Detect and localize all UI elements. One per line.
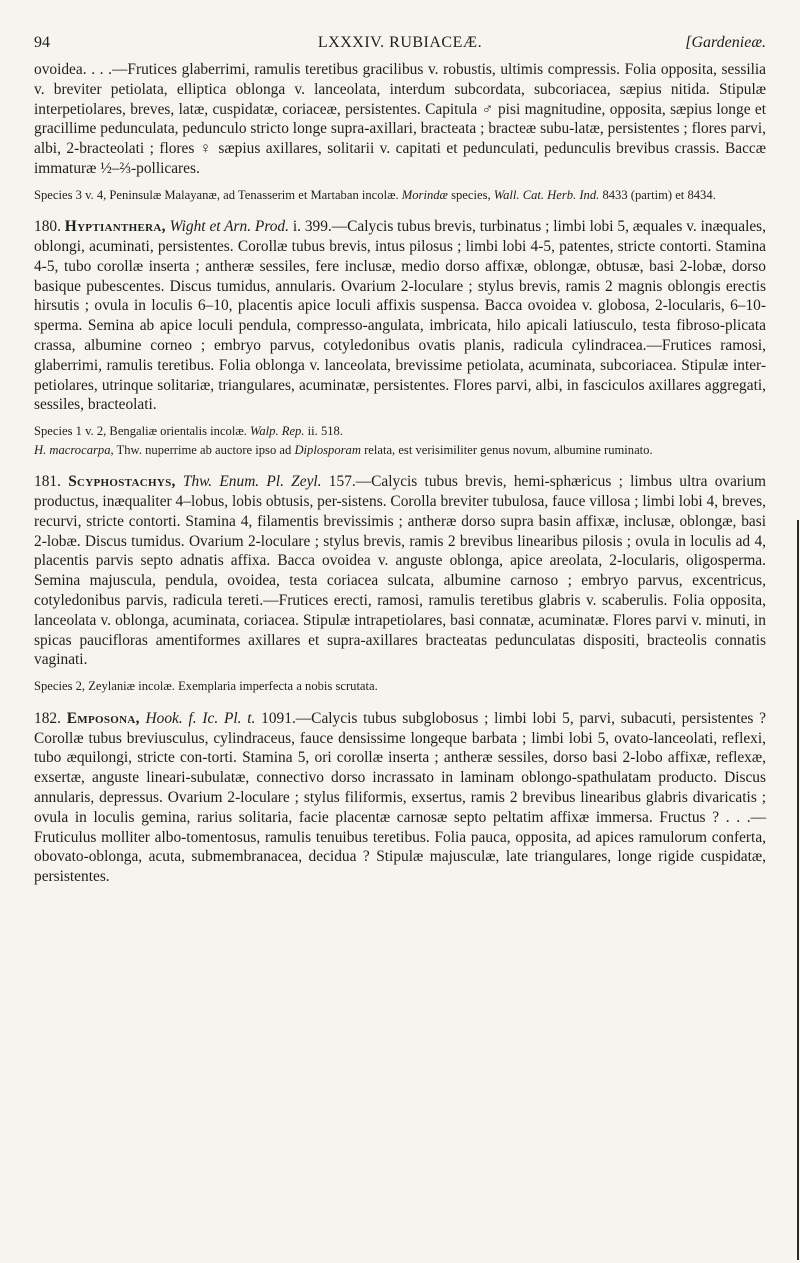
genus-182-description [34,709,766,887]
running-title: LXXXIV. RUBIACEÆ. [317,34,483,51]
note-text: Species 3 v. 4, Peninsulæ Malayanæ, ad Tenasserim et Martaban incolæ. [34,187,402,202]
genus-authority: Wight et Arn. Prod. [165,218,289,236]
intro-paragraph: ovoidea. . . .—Frutices glaberrimi, ramulis teretibus gracilibus v. robustis, ultimis compressis. Folia opposita, sessilia v. breviter petiolata, elliptica oblonga v. lanceolata, interdum subcordata, subcoriacea, sæpius nitida. Stipulæ interpetiolares, breves, latæ, cuspidatæ, coriaceæ, persistentes. Capitula ♂ pisi magnitudine, opposita, sæpius longe et gracillime pedunculata, pedunculo stricto longe supra-axillari, bracteata ; bracteæ subu-latæ, persistentes ; flores parvi, albi, 2-bracteolati ; flores ♀ sæpius axillares, solitarii v. capitati et pedunculati, pedunculis brevibus crassis. Baccæ immaturæ ½–⅔-pollicares. [34,61,766,177]
note-italic: Morindæ [401,187,448,202]
note-text: Thw. nuperrime ab auctore ipso ad [113,442,295,457]
note-text: 8433 (partim) et 8434. [599,187,716,202]
book-page [34,34,766,887]
genus-181-description [34,472,766,670]
genus-name: Scyphostachys, [68,473,176,491]
genus-text: i. 399.—Calycis tubus brevis, turbinatus ; limbi lobi 5, æquales v. inæquales, oblongi, acuminati, persistentes. Corollæ tubus brevis, intus pilosus ; limbi lobi 4-5, patentes, stricte contorti. Stamina 4-5, tubo corollæ inserta ; antheræ sessiles, fere inclusæ, medio dorso affixæ, oblongæ, obtusæ, basi 2-lobæ, dorso basique pubescentes. Discus tumidus, annularis. Ovarium 2-loculare ; stylus brevis, ramis 2 magnis oblongis erectis hirsutis ; ovula in loculis 6–10, placentis apice loculi affixis suspensa. Bacca ovoidea v. globosa, 2-locularis, 6–10-sperma. Semina ab apice loculi pendula, compresso-angulata, imbricata, hilo apicali latiusculo, testa fibroso-plicata crassa, albumine corneo ; embryo parvus, cotyledonibus ovatis planis, radicula cylindracea.—Frutices ramosi, glaberrimi, ramulis teretibus. Folia oblonga v. lanceolata, brevissime petiolata, acuminata, subcoriacea. Stipulæ inter-petiolares, utrinque solitariæ, triangulares, acuminatæ, persistentes. Flores parvi, albi, in fasciculos axillares aggregati, sessiles, bracteolati. [34,218,767,414]
genus-text: 1091.—Calycis tubus subglobosus ; limbi lobi 5, parvi, subacuti, persistentes ? Corollæ tubus breviusculus, cylindraceus, fauce densissime longeque barbata ; limbi lobi 5, ovato-lanceolati, reflexi, tubo æquilongi, stricte con-torti. Stamina 5, ori corollæ inserta ; antheræ sessiles, dorso basi 2-lobo affixæ, reflexæ, exsertæ, anguste lineari-subulatæ, connectivo dorso incrassato in laminam oblongo-spathulatam producto. Discus annularis, depressus. Ovarium 2-loculare ; stylus filiformis, exsertus, ramis 2 brevibus linearibus glabris divaricatis ; ovula in loculis gemina, rarius solitaria, facie placentæ carnosæ septo peltatim affixæ immersa. Fructus ? . . .—Fruticulus molliter albo-tomentosus, ramulis tenuibus teretibus. Folia pauca, opposita, ad apices ramulorum conferta, obovato-oblonga, acuta, submembranacea, decidua ? Stipulæ majusculæ, late triangulares, longe rigide cuspidatæ, persistentes. [34,709,767,886]
genus-180-note-1 [34,423,766,440]
intro-note [34,187,766,204]
genus-name: Emposona, [66,709,140,727]
genus-number: 181. [34,473,69,491]
genus-number: 182. [34,709,67,727]
genus-text: 157.—Calycis tubus brevis, hemi-sphæricus ; limbus ultra ovarium productus, inæqualiter 4–lobus, lobis obtusis, per-sistens. Corolla breviter tubulosa, fauce villosa ; limbi lobi 4, breves, recurvi, stricte contorti. Stamina 4, filamentis brevissimis ; antheræ dorso supra basin affixæ, inclusæ, oblongæ, basi 2-lobæ. Discus tumidus. Ovarium 2-loculare ; stylus brevis, ramis 2 brevibus linearibus pilosis ; ovula in loculis ad 4, placentis parvis septo adnatis affixa. Bacca ovoidea v. anguste oblonga, apice areolata, 2-locularis, oligosperma. Semina majuscula, pendula, ovoidea, testa coriacea sulcata, albumine carnoso ; embryo parvus, excentricus, cotyledonibus parvis, radicula tereti.—Frutices erecti, ramosi, ramulis teretibus glabris v. scaberulis. Folia opposita, lanceolata v. oblonga, acuminata, coriacea. Stipulæ intrapetiolares, basi connatæ, acuminatæ. Flores parvi v. minuti, in spicas paucifloras amentiformes axillares et supra-axillares bracteatas pedunculatas dispositi, bracteolis connatis vaginati. [34,473,767,669]
note-text: ii. 518. [304,424,343,439]
note-italic: Walp. Rep. [250,424,305,439]
note-text: species, [447,187,494,202]
genus-authority: Hook. f. Ic. Pl. t. [139,709,256,727]
genus-name: Hyptianthera, [64,218,166,236]
note-italic: Wall. Cat. Herb. Ind. [493,187,600,202]
genus-181-note: Species 2, Zeylaniæ incolæ. Exemplaria imperfecta a nobis scrutata. [34,679,378,694]
note-italic: H. macrocarpa, [34,442,114,457]
page-edge-line [797,520,799,1260]
note-italic: Diplosporam [294,442,361,457]
genus-number: 180. [34,218,65,236]
genus-180-description [34,217,766,415]
running-header [34,34,766,60]
note-text: Species 1 v. 2, Bengaliæ orientalis incolæ. [34,424,251,439]
page-number: 94 [34,34,50,51]
section-label: [Gardenieæ. [685,34,766,51]
genus-authority: Thw. Enum. Pl. Zeyl. [175,473,322,491]
genus-180-note-2 [34,442,766,459]
note-text: relata, est verisimiliter genus novum, albumine ruminato. [360,442,653,457]
